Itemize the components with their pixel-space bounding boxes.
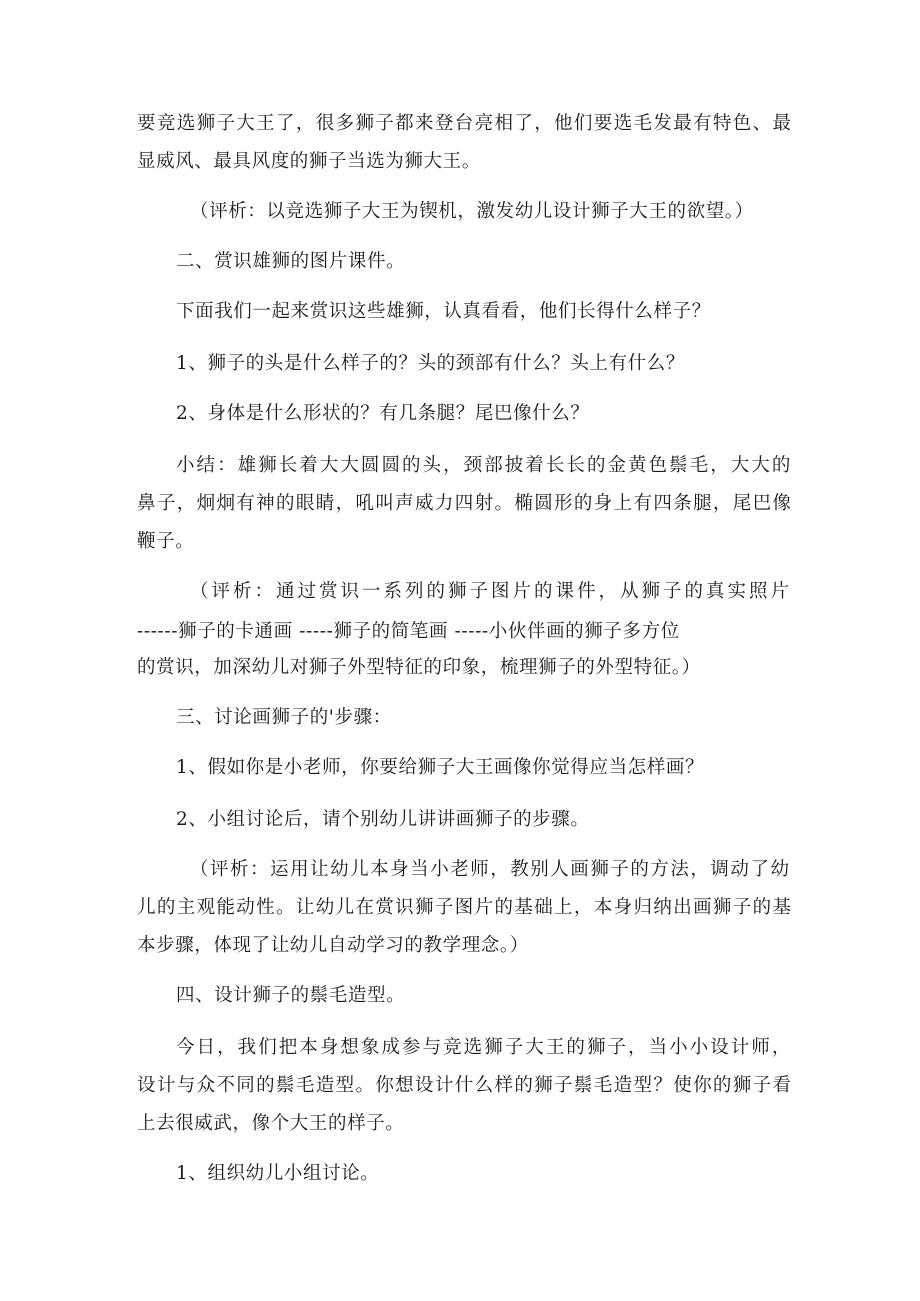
text-line-18: 儿 的 主 观 能 动 性 。 让 幼 儿 在 赏 识 狮 子 图 片 的 基 础 上 ， 本 身 归 纳 出 画 狮 子 的 基 [137, 897, 792, 918]
text-line-12: ------狮子的卡通画 -----狮子的简笔画 -----小伙伴画的狮子多方位 [137, 621, 680, 642]
section-heading-4: 四、设计狮子的鬃毛造型。 [176, 985, 406, 1006]
text-line-11: （ 评 析 ： 通 过 赏 识 一 系 列 的 狮 子 图 片 的 课 件 ， 从 狮 子 的 真 实 照 片 [190, 581, 790, 602]
text-line-16: 2、小组讨论后，请个别幼儿讲讲画狮子的步骤。 [176, 809, 590, 830]
text-line-2: 显威风、最具风度的狮子当选为狮大王。 [137, 151, 481, 172]
section-heading-2: 二、赏识雄狮的图片课件。 [176, 251, 406, 272]
text-line-3: （评析：以竞选狮子大王为锲机，激发幼儿设计狮子大王的欲望。） [190, 201, 754, 222]
text-line-17: （ 评 析 ： 运 用 让 幼 儿 本 身 当 小 老 师 ， 教 别 人 画 狮 子 的 方 法 ， 调 动 了 幼 [190, 859, 790, 880]
text-line-22: 设 计 与 众 不 同 的 鬃 毛 造 型 。 你 想 设 计 什 么 样 的 狮 子 鬃 毛 造 型 ？ 使 你 的 狮 子 看 [137, 1075, 792, 1096]
text-line-24: 1、组织幼儿小组讨论。 [176, 1163, 380, 1184]
text-line-21: 今 日 ， 我 们 把 本 身 想 象 成 参 与 竞 选 狮 子 大 王 的 狮 子 ， 当 小 小 设 计 师 ， [176, 1037, 791, 1058]
text-line-15: 1、假如你是小老师，你要给狮子大王画像你觉得应当怎样画？ [176, 757, 705, 778]
section-heading-3: 三、讨论画狮子的'步骤： [176, 707, 392, 728]
text-line-10: 鞭子。 [137, 531, 195, 552]
text-line-5: 下面我们一起来赏识这些雄狮，认真看看，他们长得什么样子？ [176, 301, 711, 322]
text-line-13: 的赏识，加深幼儿对狮子外型特征的印象，梳理狮子的外型特征。） [137, 657, 701, 678]
text-line-19: 本步骤，体现了让幼儿自动学习的教学理念。） [137, 935, 529, 956]
text-line-6: 1、狮子的头是什么样子的？头的颈部有什么？头上有什么？ [176, 353, 685, 374]
text-line-8: 小 结 ： 雄 狮 长 着 大 大 圆 圆 的 头 ， 颈 部 披 着 长 长 的 金 黄 色 鬃 毛 ， 大 大 的 [176, 455, 791, 476]
text-line-1: 要 竞 选 狮 子 大 王 了 ， 很 多 狮 子 都 来 登 台 亮 相 了 ， 他 们 要 选 毛 发 最 有 特 色 、 最 [137, 113, 792, 134]
text-line-7: 2、身体是什么形状的？有几条腿？尾巴像什么？ [176, 403, 590, 424]
text-line-23: 上去很威武，像个大王的样子。 [137, 1113, 405, 1134]
text-line-9: 鼻 子 ， 炯 炯 有 神 的 眼 睛 ， 吼 叫 声 威 力 四 射 。 椭 圆 形 的 身 上 有 四 条 腿 ， 尾 巴 像 [137, 493, 792, 514]
